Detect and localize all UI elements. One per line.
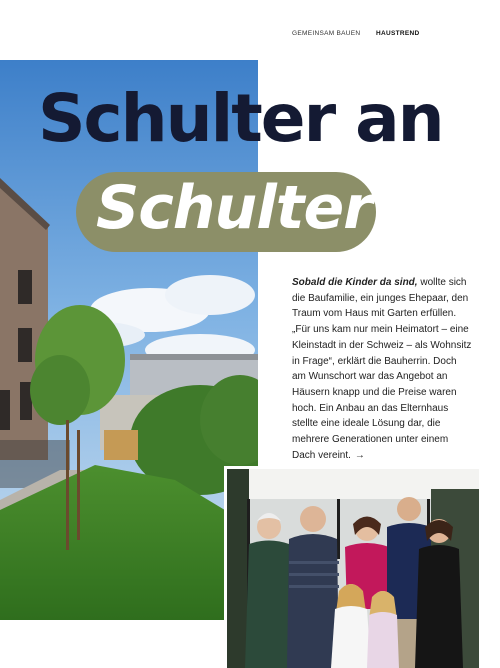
section-label: GEMEINSAM BAUEN <box>292 30 361 37</box>
family-photo <box>224 466 479 668</box>
continue-arrow-icon: → <box>354 449 365 461</box>
article-lead: Sobald die Kinder da sind, <box>292 277 418 288</box>
article-text: wollte sich die Baufamilie, ein junges Ehepaar, den Traum vom Haus mit Garten erfüllen. „Für uns kam nur mein Heimatort – eine Kleinstadt in der Schweiz – als Wohnsitz in Frage“, erklärt die Bauherrin. Doch am Wunschort war das Angebot an Häusern knapp und die Preise waren hoch. Ein Anbau an das Elternhaus stellte eine ideale Lösung dar, die mehrere Generationen unter einem Dach vereint. <box>292 277 472 461</box>
title-line-2: Schulter <box>96 173 372 243</box>
article-body <box>292 275 472 463</box>
title-line-1: Schulter an <box>38 80 443 157</box>
category-label: HAUSTREND <box>376 30 420 37</box>
